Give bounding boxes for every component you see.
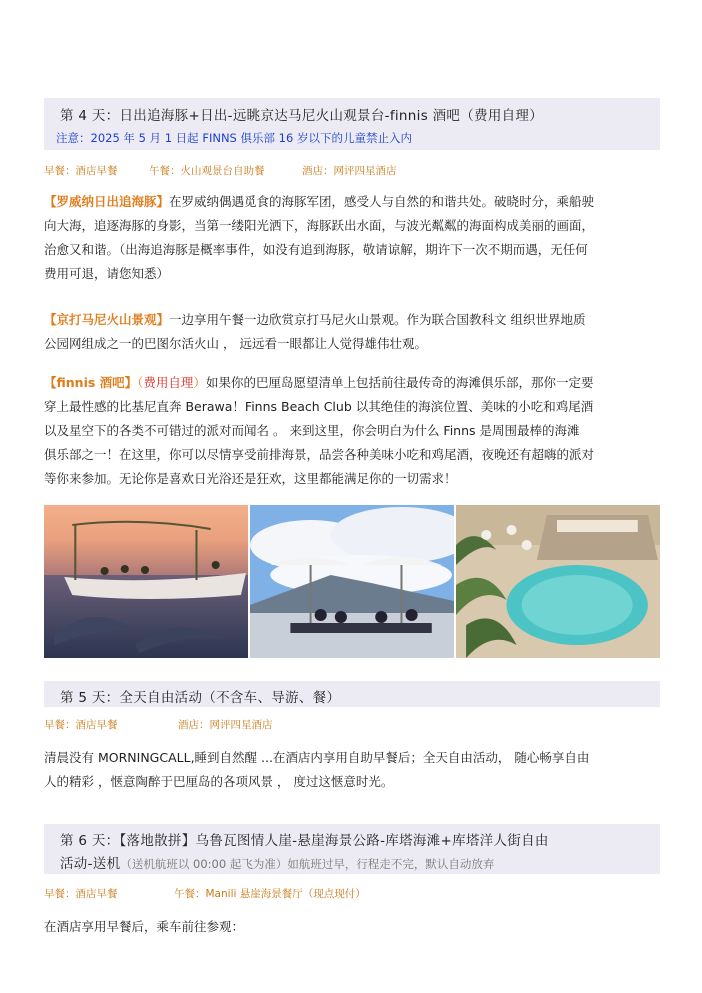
dolphin-line: 费用可退，请您知悉） (44, 266, 170, 281)
dolphin-line: 治愈又和谐。（出海追海豚是概率事件，如没有追到海豚，敬请谅解，期许下一次不期而遇，无任何 (44, 242, 588, 257)
finns-line: 穿上最性感的比基尼直奔 Berawa！Finns Beach Club 以其绝佳的海滨位置、美味的小吃和鸡尾酒 (44, 399, 594, 414)
day4-header (44, 98, 660, 150)
dolphin-boat-photo (44, 505, 248, 658)
finns-line: 等你来参加。无论你是喜欢日光浴还是狂欢，这里都能满足你的一切需求！ (44, 471, 457, 486)
day5-header (44, 681, 660, 707)
dolphin-tag: 【罗威纳日出追海豚】 (44, 194, 170, 209)
day5-breakfast: 早餐：酒店早餐 (44, 719, 118, 731)
day5-meals (44, 717, 660, 733)
volcano-tag: 【京打马尼火山景观】 (44, 312, 170, 327)
day6-intro (44, 915, 660, 939)
finns-tag: 【finnis 酒吧】 (44, 375, 138, 390)
day5-title: 第 5 天：全天自由活动（不含车、导游、餐） (60, 690, 341, 706)
day6-flight-note: （送机航班以 00:00 起飞为准）如航班过早，行程走不完，默认自动放弃 (120, 857, 495, 871)
finns-paren-open: （ (137, 375, 144, 390)
day4-dolphin-paragraph (44, 190, 660, 286)
day6-meals (44, 886, 660, 902)
finns-paren-close: ） (193, 375, 206, 390)
day4-notice: 注意：2025 年 5 月 1 日起 FINNS 俱乐部 16 岁以下的儿童禁止入内 (56, 131, 412, 145)
dolphin-line: 在罗威纳偶遇觅食的海豚军团，感受人与自然的和谐共处。破晓时分，乘船驶 (169, 194, 595, 209)
day5-line: 人的精彩 ，惬意陶醉于巴厘岛的各项风景 ， 度过这惬意时光。 (44, 774, 394, 789)
photo-strip (44, 505, 660, 658)
finns-line: 俱乐部之一！在这里，你可以尽情享受前排海景，品尝各种美味小吃和鸡尾酒，夜晚还有超嗨的派对 (44, 447, 595, 462)
day4-meals (44, 163, 660, 179)
day5-line: 清晨没有 MORNINGCALL,睡到自然醒 ...在酒店内享用自助早餐后；全天自由活动， 随心畅享自由 (44, 750, 590, 765)
dolphin-line: 向大海，追逐海豚的身影，当第一缕阳光洒下，海豚跃出水面，与波光粼粼的海面构成美丽的画面， (44, 218, 595, 233)
day6-intro-line: 在酒店享用早餐后，乘车前往参观： (44, 919, 245, 934)
day6-title-line1: 第 6 天：【落地散拼】乌鲁瓦图情人崖-悬崖海景公路-库塔海滩+库塔洋人街自由 (60, 833, 549, 849)
day6-lunch: 午餐：Manili 悬崖海景餐厅（现点现付） (174, 888, 366, 900)
finns-line: 如果你的巴厘岛愿望清单上包括前往最传奇的海滩俱乐部，那你一定要 (205, 375, 594, 390)
day4-finns-paragraph (44, 371, 660, 491)
volcano-view-photo (250, 505, 454, 658)
volcano-line: 公园网组成之一的巴图尔活火山 ， 远远看一眼都让人觉得雄伟壮观。 (44, 336, 427, 351)
day4-title: 第 4 天：日出追海豚+日出-远眺京达马尼火山观景台-finnis 酒吧（费用自理） (60, 108, 544, 124)
day6-title-line2 (60, 852, 494, 872)
day4-hotel: 酒店：网评四星酒店 (302, 165, 397, 177)
day5-paragraph (44, 746, 660, 794)
finns-line: 以及星空下的各类不可错过的派对而闻名 。 来到这里，你会明白为什么 Finns 是周围最棒的海滩 (44, 423, 580, 438)
day6-title-transfer: 活动-送机 (60, 856, 121, 872)
finns-club-photo (456, 505, 660, 658)
day6-header (44, 824, 660, 874)
day4-lunch: 午餐：火山观景台自助餐 (149, 165, 265, 177)
day4-breakfast: 早餐：酒店早餐 (44, 165, 118, 177)
finns-price-note: 费用自理 (143, 375, 194, 390)
day6-breakfast: 早餐：酒店早餐 (44, 888, 118, 900)
volcano-line: 一边享用午餐一边欣赏京打马尼火山景观。作为联合国教科文 组织世界地质 (169, 312, 586, 327)
day5-hotel: 酒店：网评四星酒店 (178, 719, 273, 731)
day4-volcano-paragraph (44, 308, 660, 356)
